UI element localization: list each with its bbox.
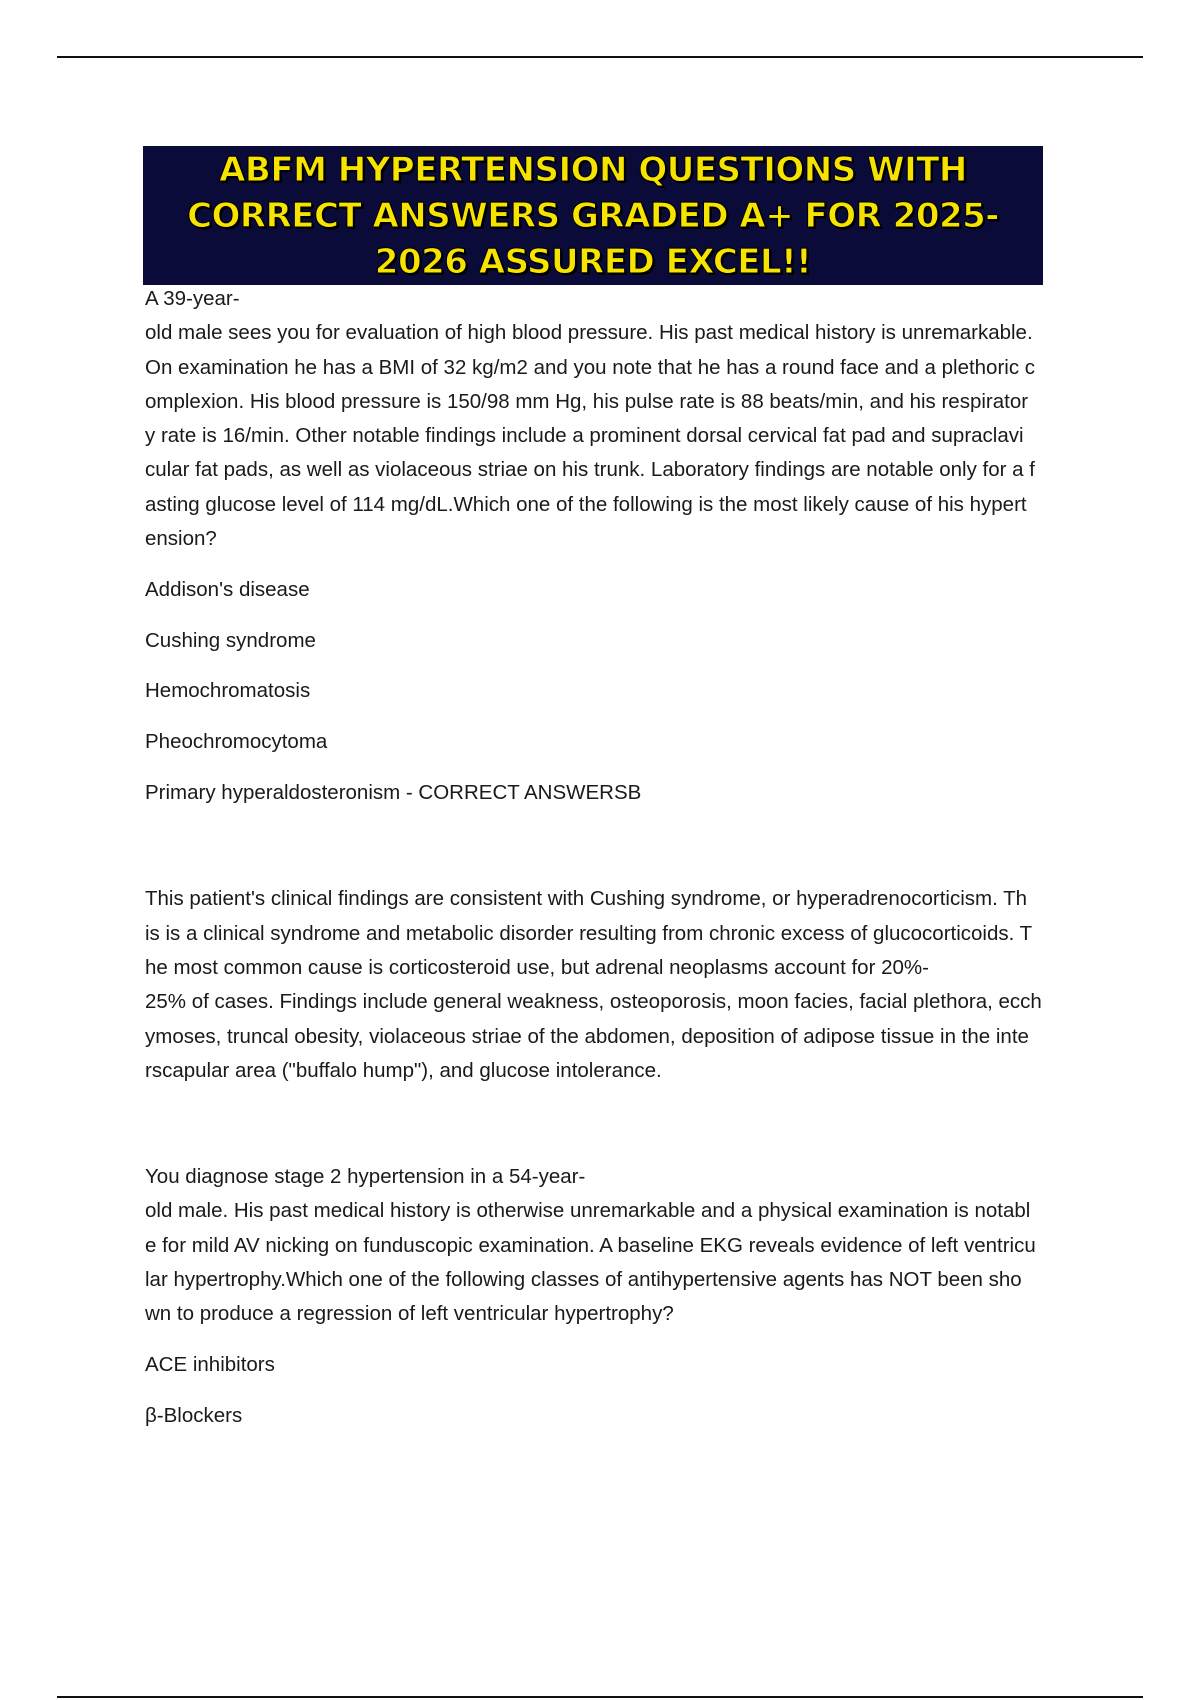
text-line: cular fat pads, as well as violaceous striae on his trunk. Laboratory findings are notable only for a f [145,458,1035,482]
footer-rule [57,1696,1143,1698]
document-title [187,147,999,285]
text-line: rscapular area ("buffalo hump"), and glucose intolerance. [145,1058,662,1082]
text-line: he most common cause is corticosteroid use, but adrenal neoplasms account for 20%- [145,955,929,979]
answer-option-with-correct-answer: Primary hyperaldosteronism - CORRECT ANSWERSB [145,781,642,805]
answer-option: Cushing syndrome [145,628,316,652]
text-line: ymoses, truncal obesity, violaceous striae of the abdomen, deposition of adipose tissue in the inte [145,1024,1029,1048]
question-1-explanation [145,882,1090,1088]
text-line: omplexion. His blood pressure is 150/98 mm Hg, his pulse rate is 88 beats/min, and his respirator [145,389,1029,413]
title-line: 2026 ASSURED EXCEL!! [374,241,812,282]
title-line: CORRECT ANSWERS GRADED A+ FOR 2025- [187,195,999,236]
header-rule [57,56,1143,58]
text-line: ension? [145,527,217,551]
text-line: e for mild AV nicking on funduscopic examination. A baseline EKG reveals evidence of left ventricu [145,1233,1036,1257]
spacer [145,810,1090,882]
text-line: 25% of cases. Findings include general weakness, osteoporosis, moon facies, facial plethora, ecch [145,990,1042,1014]
text-line: wn to produce a regression of left ventricular hypertrophy? [145,1302,674,1326]
question-1-stem [145,282,1090,556]
text-line: asting glucose level of 114 mg/dL.Which one of the following is the most likely cause of his hypert [145,492,1027,516]
text-line: old male sees you for evaluation of high blood pressure. His past medical history is unremarkable. [145,321,1033,345]
text-line: You diagnose stage 2 hypertension in a 54-year- [145,1165,586,1189]
text-line: On examination he has a BMI of 32 kg/m2 and you note that he has a round face and a plethoric c [145,355,1036,379]
text-line: A 39-year- [145,287,240,310]
text-line: This patient's clinical findings are consistent with Cushing syndrome, or hyperadrenocorticism. Th [145,887,1028,911]
spacer [145,1088,1090,1160]
text-line: old male. His past medical history is otherwise unremarkable and a physical examination is notabl [145,1199,1031,1223]
question-2-stem [145,1160,1090,1331]
answer-option: β-Blockers [145,1403,243,1427]
text-line: is is a clinical syndrome and metabolic disorder resulting from chronic excess of glucocorticoids. T [145,921,1033,945]
title-banner [143,146,1043,285]
title-line: ABFM HYPERTENSION QUESTIONS WITH [219,149,967,190]
text-line: y rate is 16/min. Other notable findings include a prominent dorsal cervical fat pad and supraclavi [145,424,1024,448]
answer-option: Hemochromatosis [145,679,311,703]
document-body [145,282,1090,1433]
answer-option: Pheochromocytoma [145,730,328,754]
text-line: lar hypertrophy.Which one of the following classes of antihypertensive agents has NOT been sho [145,1268,1022,1292]
answer-option: ACE inhibitors [145,1353,275,1377]
answer-option: Addison's disease [145,577,310,601]
